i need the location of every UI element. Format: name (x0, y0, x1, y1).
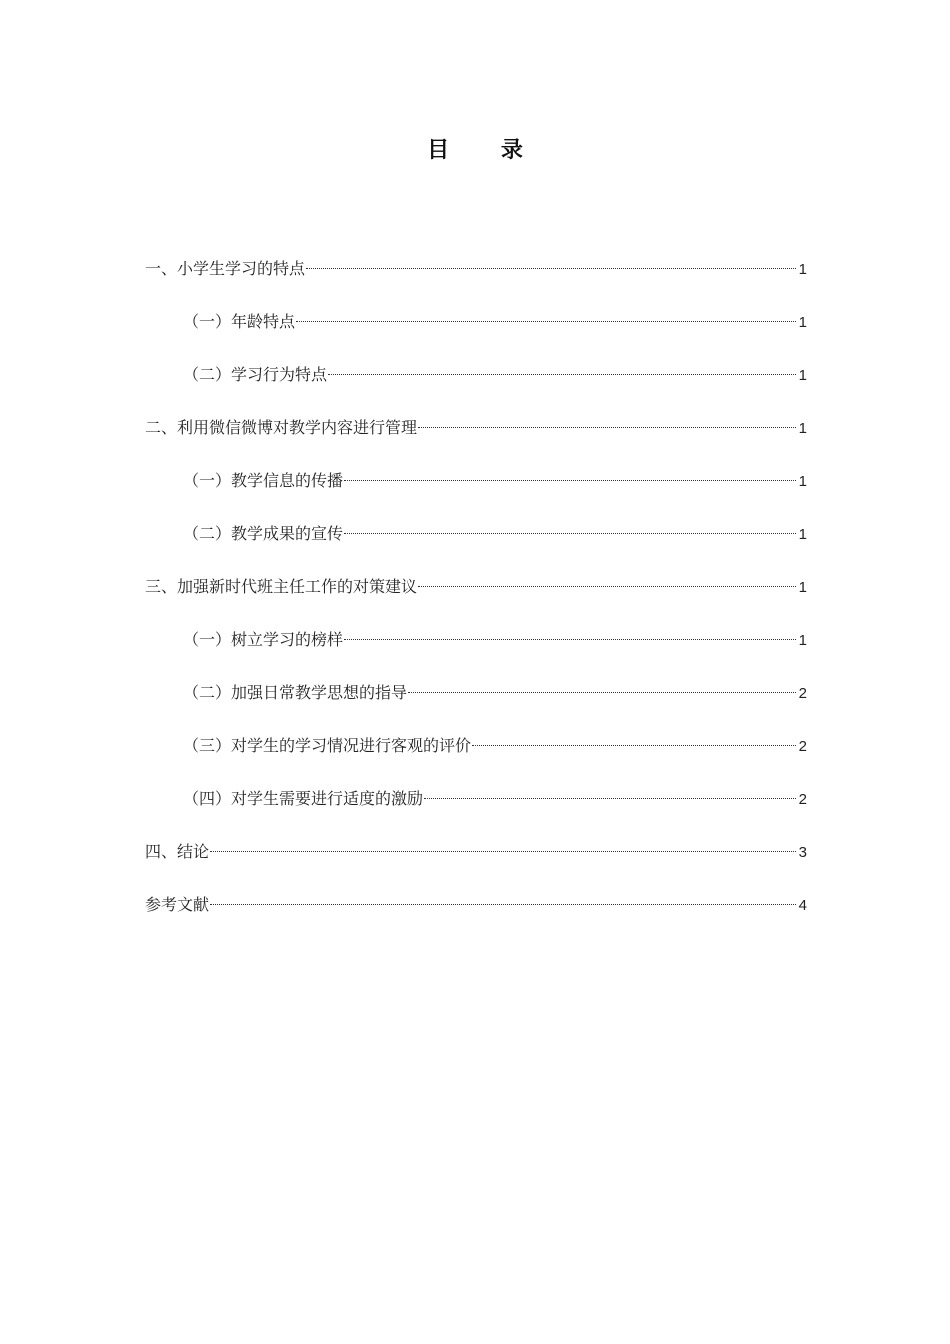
toc-entry-text: （二）教学成果的宣传 (183, 524, 344, 543)
toc-page-number: 1 (798, 261, 807, 278)
dot-leader (472, 744, 796, 746)
toc-entry[interactable] (145, 888, 807, 941)
dot-leader (424, 797, 796, 799)
toc-entry-text: 四、结论 (145, 842, 210, 861)
toc-entry[interactable] (145, 305, 807, 358)
toc-entry-text: 一、小学生学习的特点 (145, 259, 306, 278)
toc-entry[interactable] (145, 623, 807, 676)
toc-page-number: 1 (798, 579, 807, 596)
toc-entry[interactable] (145, 517, 807, 570)
toc-entry[interactable] (145, 782, 807, 835)
toc-page-number: 1 (798, 632, 807, 649)
toc-page-number: 4 (798, 897, 807, 914)
toc-page-number: 1 (798, 420, 807, 437)
dot-leader (418, 585, 796, 587)
dot-leader (306, 267, 796, 269)
toc-page-number: 1 (798, 526, 807, 543)
toc-entry-text: （二）学习行为特点 (183, 365, 328, 384)
toc-entry[interactable] (145, 835, 807, 888)
toc-page-number: 2 (798, 685, 807, 702)
dot-leader (344, 479, 796, 481)
toc-page-number: 1 (798, 314, 807, 331)
toc-page-number: 3 (798, 844, 807, 861)
table-of-contents (145, 252, 807, 941)
toc-entry-text: （一）树立学习的榜样 (183, 630, 344, 649)
toc-entry-text: （一）年龄特点 (183, 312, 296, 331)
toc-entry-text: 三、加强新时代班主任工作的对策建议 (145, 577, 418, 596)
toc-entry-text: 参考文献 (145, 895, 210, 914)
toc-title: 目 录 (427, 138, 545, 163)
toc-entry[interactable] (145, 358, 807, 411)
dot-leader (408, 691, 796, 693)
toc-page-number: 1 (798, 367, 807, 384)
toc-entry[interactable] (145, 464, 807, 517)
toc-page-number: 2 (798, 738, 807, 755)
toc-entry[interactable] (145, 570, 807, 623)
dot-leader (418, 426, 796, 428)
dot-leader (344, 532, 796, 534)
toc-page-number: 1 (798, 473, 807, 490)
dot-leader (210, 850, 796, 852)
toc-entry[interactable] (145, 676, 807, 729)
toc-entry-text: 二、利用微信微博对教学内容进行管理 (145, 418, 418, 437)
toc-entry[interactable] (145, 729, 807, 782)
toc-entry[interactable] (145, 411, 807, 464)
dot-leader (344, 638, 796, 640)
toc-entry-text: （二）加强日常教学思想的指导 (183, 683, 408, 702)
toc-entry-text: （一）教学信息的传播 (183, 471, 344, 490)
dot-leader (296, 320, 796, 322)
toc-entry[interactable] (145, 252, 807, 305)
toc-entry-text: （四）对学生需要进行适度的激励 (183, 789, 424, 808)
toc-page-number: 2 (798, 791, 807, 808)
dot-leader (328, 373, 796, 375)
toc-entry-text: （三）对学生的学习情况进行客观的评价 (183, 736, 472, 755)
dot-leader (210, 903, 796, 905)
